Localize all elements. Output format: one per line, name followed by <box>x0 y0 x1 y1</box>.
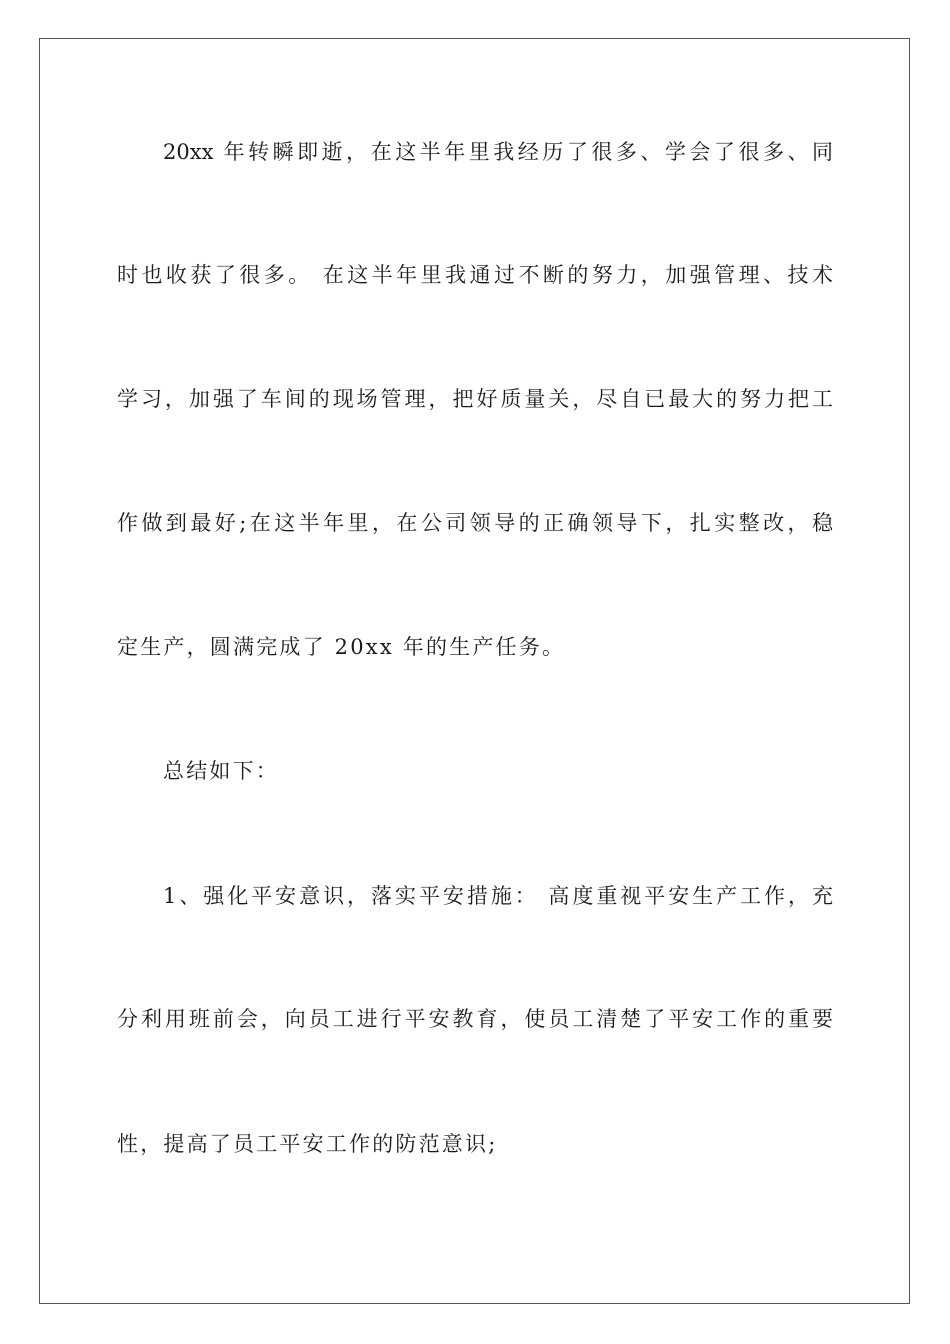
paragraph-1-line-1: 20xx 年转瞬即逝，在这半年里我经历了很多、学会了很多、同 <box>163 140 833 164</box>
item-1-line-1: 1、强化平安意识，落实平安措施： 高度重视平安生产工作，充 <box>163 884 833 908</box>
item-1-line-2: 分利用班前会，向员工进行平安教育，使员工清楚了平安工作的重要 <box>117 1007 833 1031</box>
paragraph-1-line-3: 学习，加强了车间的现场管理，把好质量关，尽自已最大的努力把工 <box>117 387 833 411</box>
item-1-line-3: 性，提高了员工平安工作的防范意识; <box>117 1132 498 1156</box>
summary-heading: 总结如下： <box>163 759 279 783</box>
paragraph-1-line-4: 作做到最好;在这半年里，在公司领导的正确领导下，扎实整改，稳 <box>117 511 833 535</box>
paragraph-1-line-2: 时也收获了很多。 在这半年里我通过不断的努力，加强管理、技术 <box>117 263 833 287</box>
paragraph-1-line-5: 定生产，圆满完成了 20xx 年的生产任务。 <box>117 635 566 659</box>
page-border <box>39 38 910 1304</box>
